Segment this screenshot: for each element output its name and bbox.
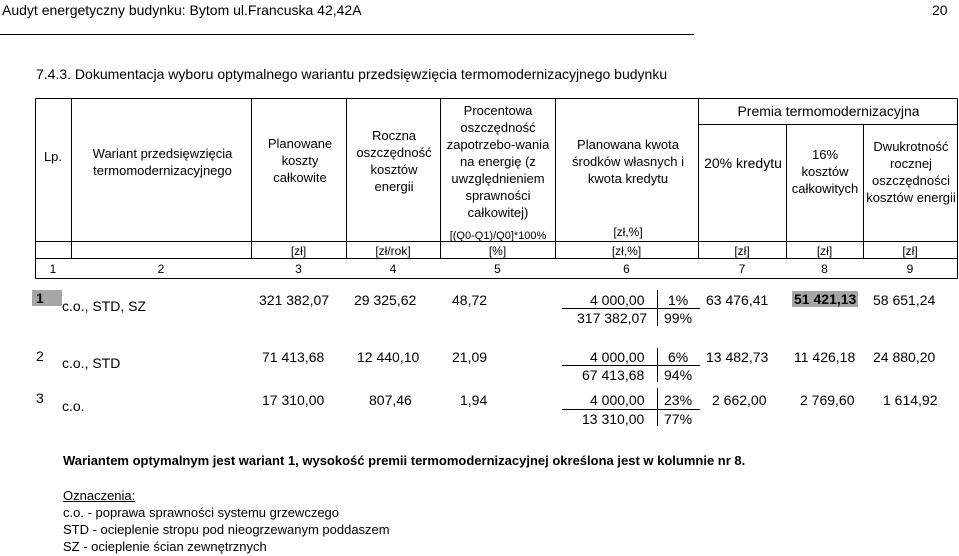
col-number: 5 [494,262,501,276]
unit-premium-20: [zł] [734,244,750,258]
row-annual: 12 440,10 [357,349,420,365]
row-own-pct: 23% [664,392,693,408]
header-premium-double: Dwukrotność rocznej oszczędności kosztów energii [866,139,956,205]
col-number: 2 [157,262,165,276]
row-premium-double: 24 880,20 [873,349,936,365]
formula: [(Q0-Q1)/Q0]*100% [449,230,547,242]
row-own-amount: 4 000,00 [590,292,645,308]
row-annual: 807,46 [369,392,412,408]
col-number: 4 [389,262,397,276]
legend-item: c.o. - poprawa sprawności systemu grzewczego [63,505,340,520]
col-number: 3 [295,262,302,276]
row-planned: 321 382,07 [259,292,330,308]
row-premium-double: 1 614,92 [883,392,938,408]
header-percent-savings: Procentowa oszczędność zapotrzebo-wania na energię (z uwzględnieniem sprawności całkowitej) [446,103,550,220]
row-variant: c.o., STD, SZ [62,298,147,314]
col-number: 7 [738,262,746,276]
header-planned-costs: Planowane koszty całkowite [267,136,333,185]
conclusion-text: Wariantem optymalnym jest wariant 1, wysokość premii termomodernizacyjnej określona jest w kolumnie nr 8. [63,453,746,468]
header-lp: Lp. [43,149,63,164]
unit-planned: [zł] [290,244,307,258]
row-lp: 2 [36,348,44,364]
row-loan-amount: 67 413,68 [582,367,645,383]
section-title: 7.4.3. Dokumentacja wyboru optymalnego wariantu przedsięwzięcia termomodernizacyjnego budynku [36,66,668,82]
header-premium: Premia termomodernizacyjna [737,103,920,119]
row-loan-pct: 94% [664,367,693,383]
header-premium-20: 20% kredytu [704,155,782,171]
row-own-amount: 4 000,00 [590,349,645,365]
col-number: 1 [49,262,57,276]
header-premium-16: 16% kosztów całkowitych [791,147,859,196]
formula-unit: [zł,%] [613,225,643,239]
row-planned: 17 310,00 [262,392,325,408]
col-number: 6 [623,262,630,276]
row-loan-pct: 77% [664,411,693,427]
unit-percent: [%] [488,244,507,258]
document-header-title: Audyt energetyczny budynku: Bytom ul.Francuska 42,42A [2,2,362,18]
row-percent: 21,09 [452,349,488,365]
unit-annual: [zł/rok] [375,244,411,258]
header-annual-savings: Roczna oszczędność kosztów energii [356,128,432,194]
row-lp: 1 [32,290,62,306]
row-premium-20: 13 482,73 [706,349,769,365]
row-premium-16: 51 421,13 [794,291,857,307]
row-premium-16: 2 769,60 [800,392,855,408]
row-variant: c.o. [62,398,85,414]
row-annual: 29 325,62 [354,292,417,308]
row-own-amount: 4 000,00 [590,392,645,408]
legend-title: Oznaczenia: [63,488,136,503]
header-funding: Planowana kwota środków własnych i kwota kredytu [572,137,684,186]
row-own-pct: 6% [668,349,689,365]
row-variant: c.o., STD [62,355,121,371]
row-premium-20: 63 476,41 [706,292,769,308]
unit-premium-double: [zł] [902,244,918,258]
page-number: 20 [932,2,948,18]
row-loan-pct: 99% [664,310,693,326]
col-number: 8 [821,262,828,276]
header-variant: Wariant przedsięwzięcia termomodernizacyjnego [92,146,233,178]
row-premium-double: 58 651,24 [873,292,936,308]
unit-premium-16: [zł] [816,244,833,258]
row-lp: 3 [36,390,44,406]
row-percent: 48,72 [452,292,488,308]
row-loan-amount: 13 310,00 [582,411,645,427]
row-planned: 71 413,68 [262,349,325,365]
row-loan-amount: 317 382,07 [577,310,648,326]
row-own-pct: 1% [668,292,689,308]
row-premium-20: 2 662,00 [712,392,767,408]
row-percent: 1,94 [460,392,488,408]
legend-item: SZ - ocieplenie ścian zewnętrznych [63,539,267,554]
col-number: 9 [906,262,914,276]
row-premium-16: 11 426,18 [794,349,856,365]
legend-item: STD - ocieplenie stropu pod nieogrzewanym poddaszem [63,522,390,537]
unit-funding: [zł,%] [611,244,642,258]
